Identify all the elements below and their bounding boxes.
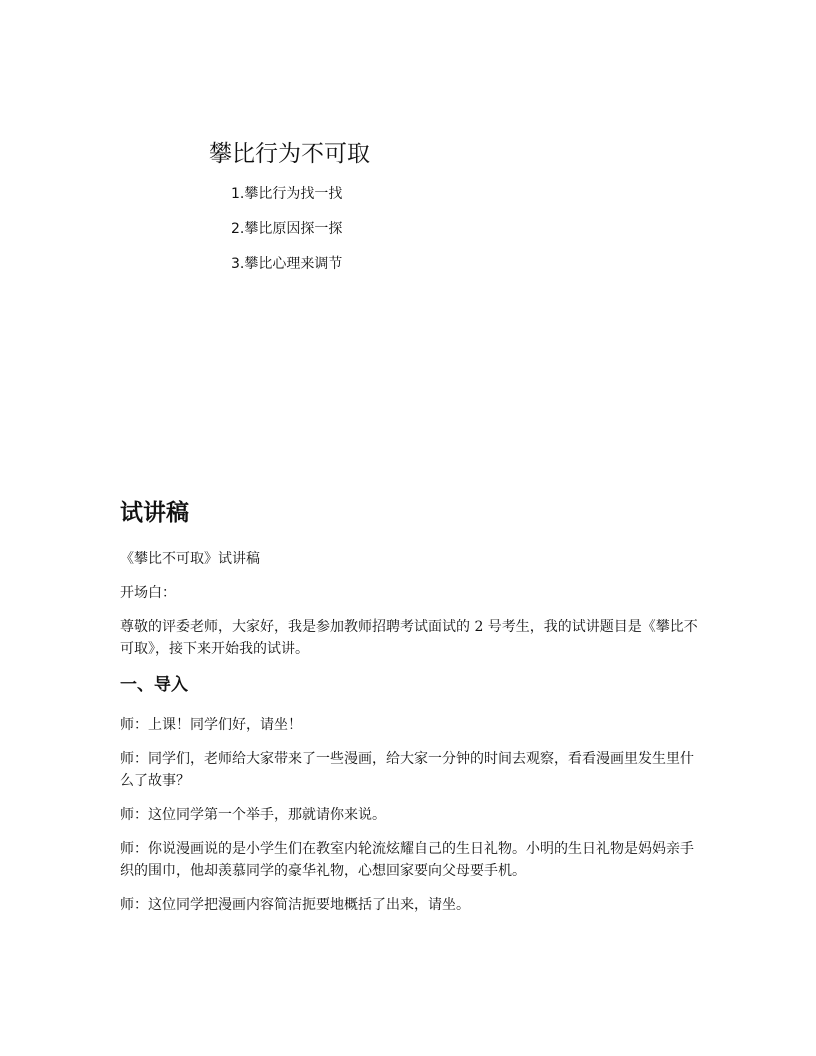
opening-text: 尊敬的评委老师，大家好，我是参加教师招聘考试面试的 2 号考生，我的试讲题目是《攀比不可取》，接下来开始我的试讲。 bbox=[120, 619, 698, 657]
outline-title: 攀比行为不可取 bbox=[209, 141, 370, 167]
outline-item: 2.攀比原因探一探 bbox=[231, 221, 343, 237]
lecture-script bbox=[120, 496, 700, 928]
document-subtitle: 《攀比不可取》试讲稿 bbox=[120, 551, 260, 567]
dialogue-paragraph: 师：上课！同学们好，请坐！ bbox=[120, 717, 302, 733]
dialogue-paragraph: 师：同学们，老师给大家带来了一些漫画，给大家一分钟的时间去观察，看看漫画里发生里什么了故事？ bbox=[120, 751, 694, 789]
outline-item: 3.攀比心理来调节 bbox=[231, 256, 343, 272]
dialogue-paragraph: 师：这位同学第一个举手，那就请你来说。 bbox=[120, 807, 386, 823]
outline-list bbox=[231, 182, 342, 287]
opening-label: 开场白： bbox=[120, 585, 176, 601]
dialogue-paragraph: 师：这位同学把漫画内容简洁扼要地概括了出来，请坐。 bbox=[120, 897, 470, 913]
outline-item: 1.攀比行为找一找 bbox=[231, 186, 343, 202]
section-heading-intro: 一、导入 bbox=[120, 675, 188, 695]
document-title: 试讲稿 bbox=[120, 500, 189, 526]
dialogue-paragraph: 师：你说漫画说的是小学生们在教室内轮流炫耀自己的生日礼物。小明的生日礼物是妈妈亲手织的围巾，他却羡慕同学的豪华礼物，心想回家要向父母要手机。 bbox=[120, 841, 694, 879]
